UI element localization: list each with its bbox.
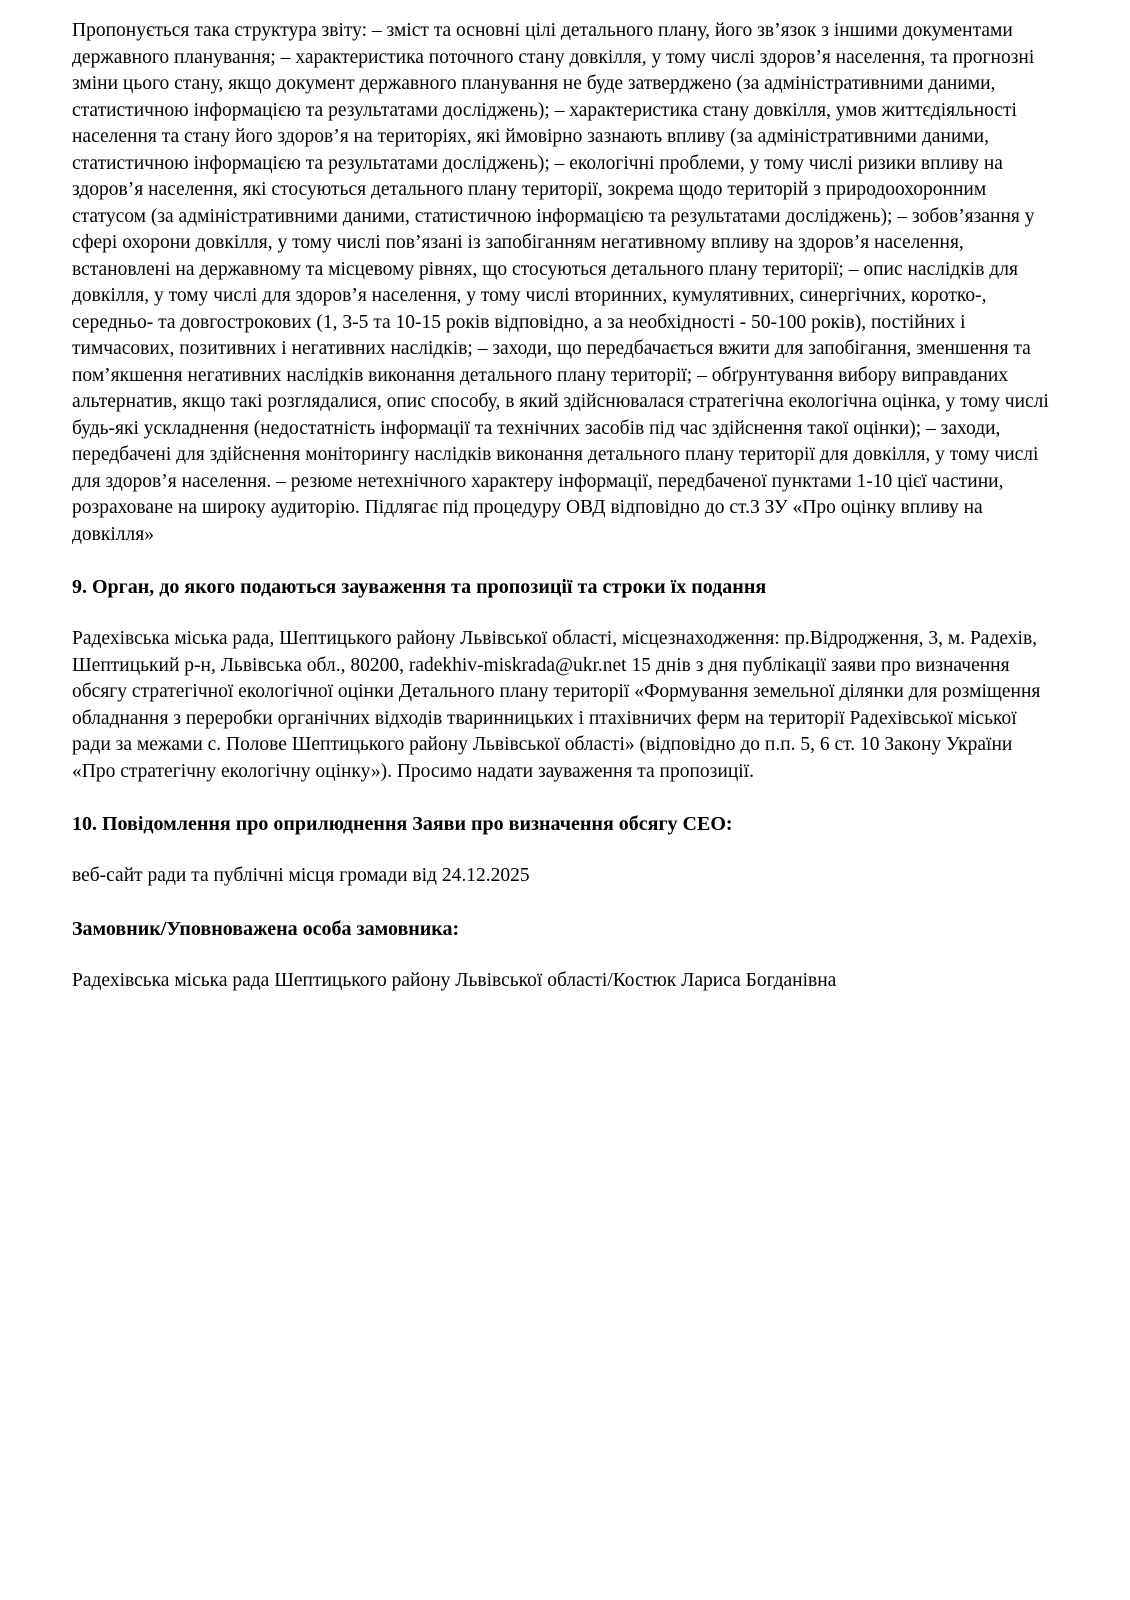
customer-heading: Замовник/Уповноважена особа замовника: bbox=[72, 917, 460, 940]
section-9-heading: 9. Орган, до якого подаються зауваження та пропозиції та строки їх подання bbox=[72, 576, 767, 599]
report-structure-paragraph: Пропонується така структура звіту: – зміст та основні цілі детального плану, його зв’язок з іншими документами державного планування; – характеристика поточного стану довкілля, у тому числі здоров’я населення, та прогнозні зміни цього стану, якщо документ державного планування не буде затверджено (за адміністративними даними, статистичною інформацією та результатами досліджень); – характеристика стану довкілля, умов життєдіяльності населення та стану його здоров’я на територіях, які ймовірно зазнають впливу (за адміністративними даними, статистичною інформацією та результатами досліджень); – екологічні проблеми, у тому числі ризики впливу на здоров’я населення, які стосуються детального плану території, зокрема щодо територій з природоохоронним статусом (за адміністративними даними, статистичною інформацією та результатами досліджень); – зобов’язання у сфері охорони довкілля, у тому числі пов’язані із запобіганням негативному впливу на здоров’я населення, встановлені на державному та місцевому рівнях, що стосуються детального плану території; – опис наслідків для довкілля, у тому числі для здоров’я населення, у тому числі вторинних, кумулятивних, синергічних, коротко-, середньо- та довгострокових (1, 3-5 та 10-15 років відповідно, а за необхідності - 50-100 років), постійних і тимчасових, позитивних і негативних наслідків; – заходи, що передбачається вжити для запобігання, зменшення та пом’якшення негативних наслідків виконання детального плану території; – обґрунтування вибору виправданих альтернатив, якщо такі розглядалися, опис способу, в який здійснювалася стратегічна екологічна оцінка, у тому числі будь-які ускладнення (недостатність інформації та технічних засобів під час здійснення такої оцінки); – заходи, передбачені для здійснення моніторингу наслідків виконання детального плану території для довкілля, у тому числі для здоров’я населення. – резюме нетехнічного характеру інформації, передбаченої пунктами 1-10 цієї частини, розраховане на широку аудиторію. Підлягає під процедуру ОВД відповідно до ст.3 ЗУ «Про оцінку впливу на довкілля» bbox=[72, 20, 1054, 545]
customer-paragraph: Радехівська міська рада Шептицького району Львівської області/Костюк Лариса Богданівна bbox=[72, 969, 837, 991]
section-10-heading: 10. Повідомлення про оприлюднення Заяви про визначення обсягу СЕО: bbox=[72, 813, 733, 836]
section-9-paragraph: Радехівська міська рада, Шептицького району Львівської області, місцезнаходження: пр.Відродження, 3, м. Радехів, Шептицький р-н, Львівська обл., 80200, radekhiv-miskrada@ukr.net 15 днів з дня публікації заяви про визначення обсягу стратегічної екологічної оцінки Детального плану території «Формування земельної ділянки для розміщення обладнання з переробки органічних відходів тваринницьких і птахівничих ферм на території Радехівської міської ради за межами с. Полове Шептицького району Львівської області» (відповідно до п.п. 5, 6 ст. 10 Закону України «Про стратегічну екологічну оцінку»). Просимо надати зауваження та пропозиції. bbox=[72, 628, 1046, 782]
section-10-paragraph: веб-сайт ради та публічні місця громади від 24.12.2025 bbox=[72, 865, 530, 887]
